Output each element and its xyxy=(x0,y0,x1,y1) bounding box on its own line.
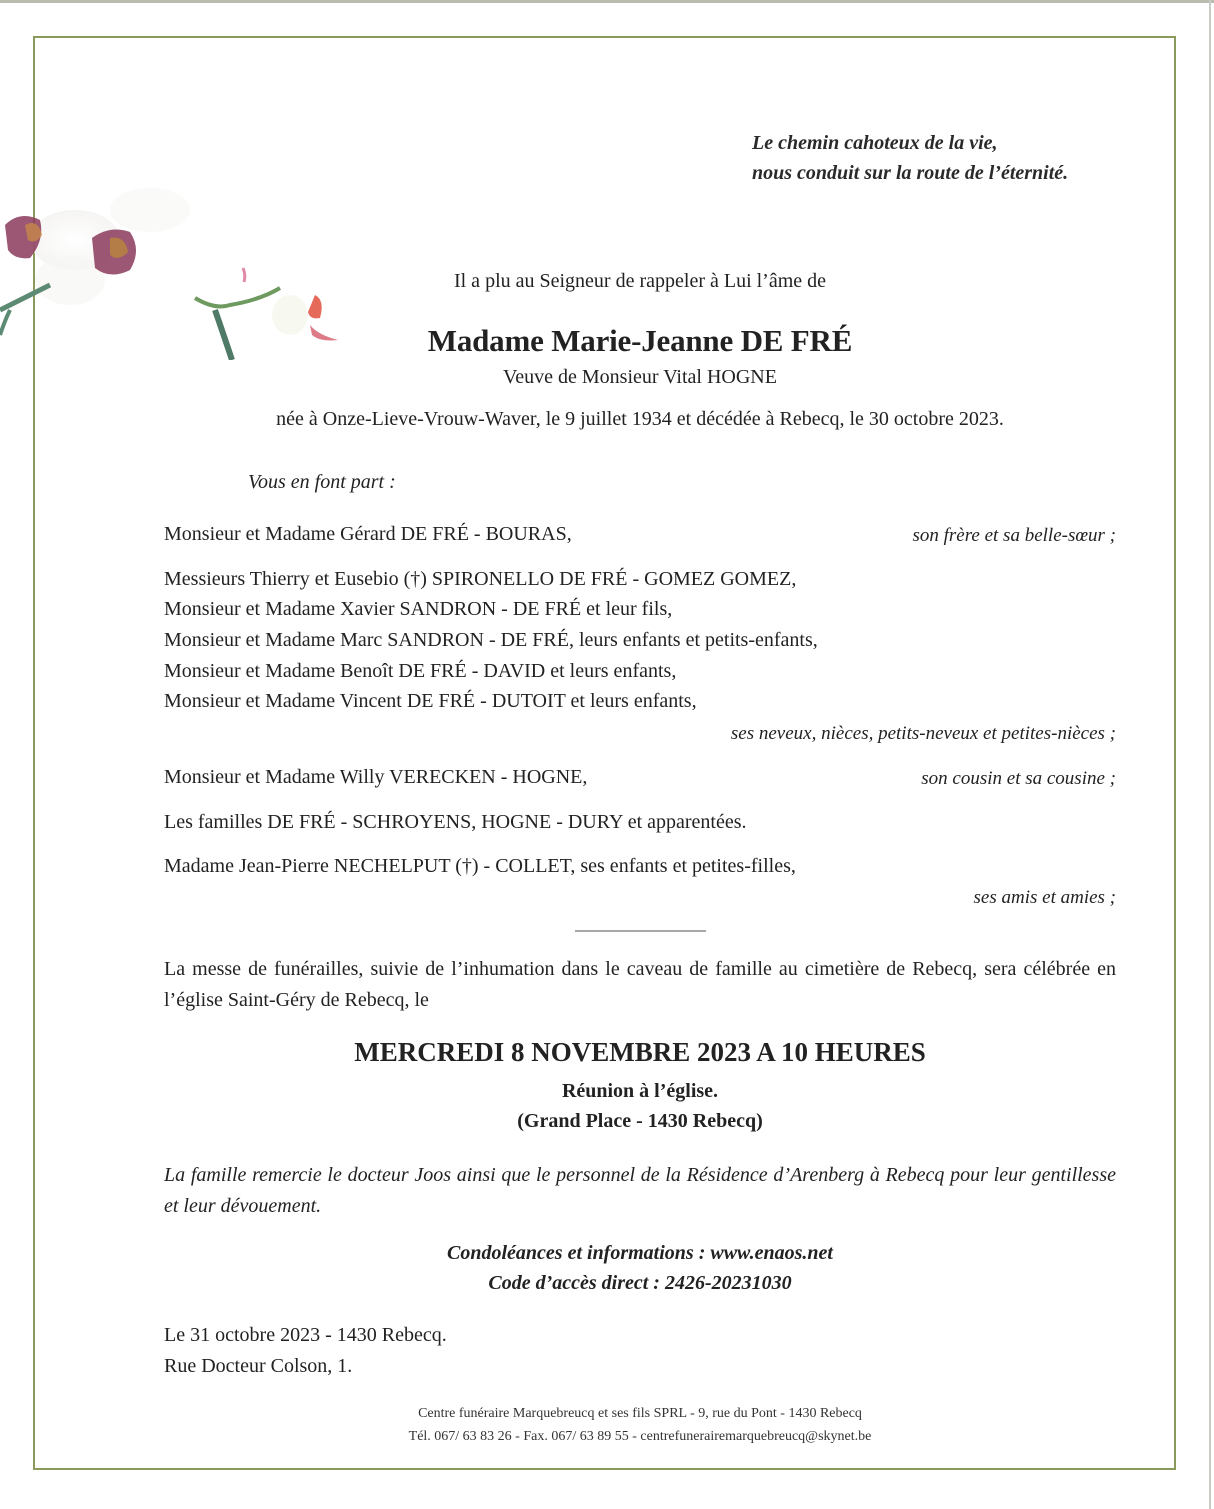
ceremony-address: (Grand Place - 1430 Rebecq) xyxy=(517,1110,763,1132)
announcer-line: Monsieur et Madame Willy VERECKEN - HOGNE, xyxy=(164,766,588,788)
announcer-line: Messieurs Thierry et Eusebio (†) SPIRONELLO DE FRÉ - GOMEZ GOMEZ, xyxy=(164,568,797,590)
footer-company: Centre funéraire Marquebreucq et ses fils SPRL - 9, rue du Pont - 1430 Rebecq xyxy=(418,1406,862,1421)
announcer-line: Les familles DE FRÉ - SCHROYENS, HOGNE - DURY et apparentées. xyxy=(164,811,747,833)
relation-label: son cousin et sa cousine ; xyxy=(921,768,1116,789)
relation-label: son frère et sa belle-sœur ; xyxy=(912,525,1116,546)
announcer-line: Madame Jean-Pierre NECHELPUT (†) - COLLET, ses enfants et petites-filles, xyxy=(164,855,796,877)
announcers-intro: Vous en font part : xyxy=(248,471,396,493)
announcer-line: Monsieur et Madame Gérard DE FRÉ - BOURAS, xyxy=(164,523,572,545)
announcer-line: Monsieur et Madame Vincent DE FRÉ - DUTOIT et leurs enfants, xyxy=(164,690,697,712)
footer-contact: Tél. 067/ 63 83 26 - Fax. 067/ 63 89 55 - centrefunerairemarquebreucq@skynet.be xyxy=(408,1429,872,1444)
signature-date-place: Le 31 octobre 2023 - 1430 Rebecq. xyxy=(164,1324,447,1346)
epigraph-line-1: Le chemin cahoteux de la vie, xyxy=(752,132,998,154)
announcer-line: Monsieur et Madame Marc SANDRON - DE FRÉ, leurs enfants et petits-enfants, xyxy=(164,629,818,651)
announcer-line: Monsieur et Madame Xavier SANDRON - DE FRÉ et leur fils, xyxy=(164,598,673,620)
section-separator xyxy=(575,930,706,932)
intro-text: Il a plu au Seigneur de rappeler à Lui l’âme de xyxy=(453,270,827,292)
thanks-text: La famille remercie le docteur Joos ainsi que le personnel de la Résidence d’Arenberg à Rebecq pour leur gentillesse et leur dévouement. xyxy=(164,1164,1116,1217)
page-top-edge xyxy=(0,0,1214,3)
widow-of: Veuve de Monsieur Vital HOGNE xyxy=(503,366,777,388)
signature-address: Rue Docteur Colson, 1. xyxy=(164,1355,353,1377)
deceased-name: Madame Marie-Jeanne DE FRÉ xyxy=(427,323,853,358)
access-code: Code d’accès direct : 2426-20231030 xyxy=(488,1272,792,1294)
ceremony-datetime: MERCREDI 8 NOVEMBRE 2023 A 10 HEURES xyxy=(354,1037,926,1067)
condolences-info[interactable]: Condoléances et informations : www.enaos.net xyxy=(447,1242,833,1264)
ceremony-meeting: Réunion à l’église. xyxy=(561,1080,719,1102)
relation-label: ses neveux, nièces, petits-neveux et petites-nièces ; xyxy=(730,723,1116,744)
relation-label: ses amis et amies ; xyxy=(973,887,1116,908)
epigraph xyxy=(752,128,1068,188)
ceremony-text: La messe de funérailles, suivie de l’inhumation dans le caveau de famille au cimetière de Rebecq, sera célébrée en l’église Saint-Géry de Rebecq, le xyxy=(164,958,1116,1011)
announcer-line: Monsieur et Madame Benoît DE FRÉ - DAVID et leurs enfants, xyxy=(164,660,677,682)
birth-death-info: née à Onze-Lieve-Vrouw-Waver, le 9 juillet 1934 et décédée à Rebecq, le 30 octobre 2023. xyxy=(276,408,1004,430)
epigraph-line-2: nous conduit sur la route de l’éternité. xyxy=(752,162,1069,184)
